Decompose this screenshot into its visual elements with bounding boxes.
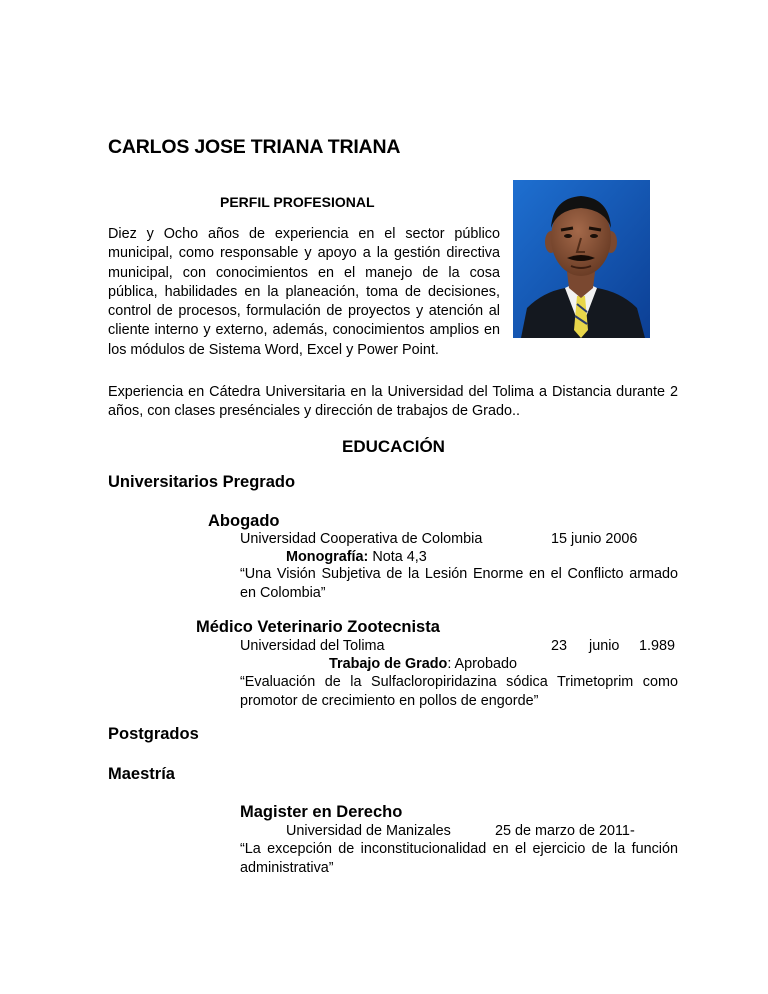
degree-abogado-institution: Universidad Cooperativa de Colombia — [240, 531, 483, 547]
degree-magister-institution: Universidad de Manizales — [286, 823, 451, 839]
education-heading: EDUCACIÓN — [342, 437, 445, 456]
degree-veterinario-year: 1.989 — [639, 638, 676, 654]
candidate-name: CARLOS JOSE TRIANA TRIANA — [108, 136, 401, 158]
degree-veterinario-month: junio — [589, 638, 620, 654]
degree-abogado-date: 15 junio 2006 — [551, 531, 638, 547]
degree-magister-date: 25 de marzo de 2011- — [495, 823, 635, 839]
monografia-label: Monografía: — [286, 549, 369, 565]
postgrados-heading: Postgrados — [108, 725, 199, 743]
maestria-heading: Maestría — [108, 765, 175, 783]
degree-veterinario-thesis: “Evaluación de la Sulfacloropiridazina sódica Trimetoprim como promotor de crecimiento en pollos de engorde” — [240, 674, 678, 709]
trabajo-grado-value: : Aprobado — [447, 656, 517, 672]
degree-veterinario-title: Médico Veterinario Zootecnista — [196, 618, 440, 636]
degree-veterinario-institution: Universidad del Tolima — [240, 638, 385, 654]
degree-abogado-thesis: “Una Visión Subjetiva de la Lesión Enorme en el Conflicto armado en Colombia” — [240, 566, 678, 601]
degree-magister-thesis: “La excepción de inconstitucionalidad en el ejercicio de la función administrativa” — [240, 841, 678, 876]
monografia-value: Nota 4,3 — [368, 549, 427, 565]
profile-photo — [513, 180, 650, 338]
perfil-heading: PERFIL PROFESIONAL — [220, 194, 375, 210]
perfil-text: Diez y Ocho años de experiencia en el sector público municipal, como responsable y apoyo a la gestión directiva municipal, con conocimientos en el manejo de la cosa pública, habilidades en la planeación, toma de decisiones, control de procesos, formulación de proyectos y atención al cliente interno y externo, además, conocimientos amplios en los módulos de Sistema Word, Excel y Power Point. — [108, 226, 500, 358]
pregrado-heading: Universitarios Pregrado — [108, 473, 296, 491]
trabajo-grado-label: Trabajo de Grado — [329, 656, 448, 672]
degree-abogado-title: Abogado — [208, 512, 280, 530]
degree-veterinario-trabajo — [329, 655, 517, 674]
degree-magister-title: Magister en Derecho — [240, 803, 403, 821]
catedra-text: Experiencia en Cátedra Universitaria en la Universidad del Tolima a Distancia durante 2 años, con clases presénciales y dirección de trabajos de Grado.. — [108, 384, 678, 420]
degree-veterinario-day: 23 — [551, 638, 568, 654]
